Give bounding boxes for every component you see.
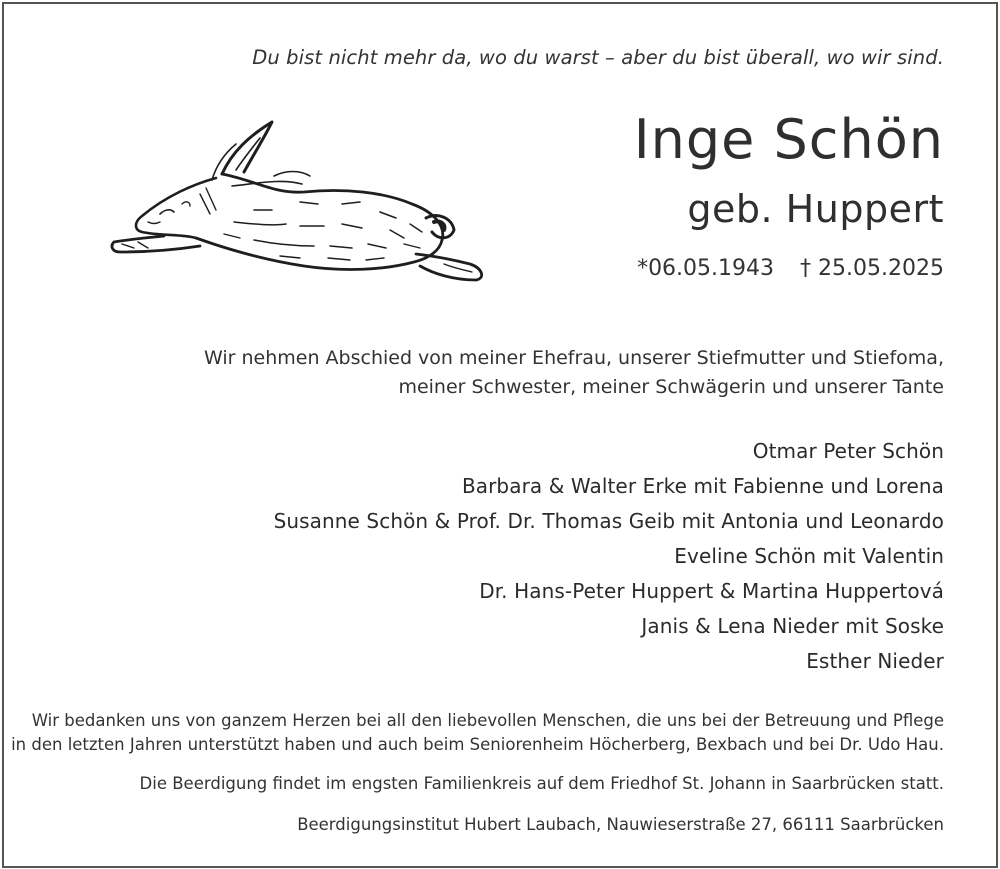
mourner: Dr. Hans-Peter Huppert & Martina Huppertová — [479, 579, 944, 603]
motto: Du bist nicht mehr da, wo du warst – aber du bist überall, wo wir sind. — [252, 46, 944, 69]
thanks-text — [11, 709, 944, 757]
mourner: Eveline Schön mit Valentin — [674, 544, 944, 568]
farewell-line: meiner Schwester, meiner Schwägerin und unserer Tante — [398, 376, 944, 398]
mourner: Susanne Schön & Prof. Dr. Thomas Geib mit Antonia und Leonardo — [273, 509, 944, 533]
mourner: Janis & Lena Nieder mit Soske — [641, 614, 944, 638]
mourners-list — [274, 434, 944, 679]
deceased-name: Inge Schön — [633, 108, 944, 171]
thanks-line: Wir bedanken uns von ganzem Herzen bei all den liebevollen Menschen, die uns bei der Betreuung und Pflege — [31, 711, 944, 730]
farewell-text — [204, 344, 944, 402]
mourner: Esther Nieder — [806, 649, 944, 673]
life-dates — [637, 256, 944, 281]
mourner: Otmar Peter Schön — [752, 439, 944, 463]
birth-date: *06.05.1943 — [637, 256, 775, 281]
undertaker-info: Beerdigungsinstitut Hubert Laubach, Nauwieserstraße 27, 66111 Saarbrücken — [297, 815, 944, 834]
mourner: Barbara & Walter Erke mit Fabienne und Lorena — [461, 474, 944, 498]
obituary-card — [2, 2, 998, 868]
farewell-line: Wir nehmen Abschied von meiner Ehefrau, unserer Stiefmutter und Stiefoma, — [203, 347, 944, 369]
burial-notice: Die Beerdigung findet im engsten Familienkreis auf dem Friedhof St. Johann in Saarbrücken statt. — [139, 774, 944, 793]
rabbit-drawing-icon — [104, 114, 494, 289]
death-date: † 25.05.2025 — [800, 256, 944, 281]
maiden-name: geb. Huppert — [687, 187, 944, 231]
thanks-line: in den letzten Jahren unterstützt haben und auch beim Seniorenheim Höcherberg, Bexbach und bei Dr. Udo Hau. — [11, 735, 944, 754]
